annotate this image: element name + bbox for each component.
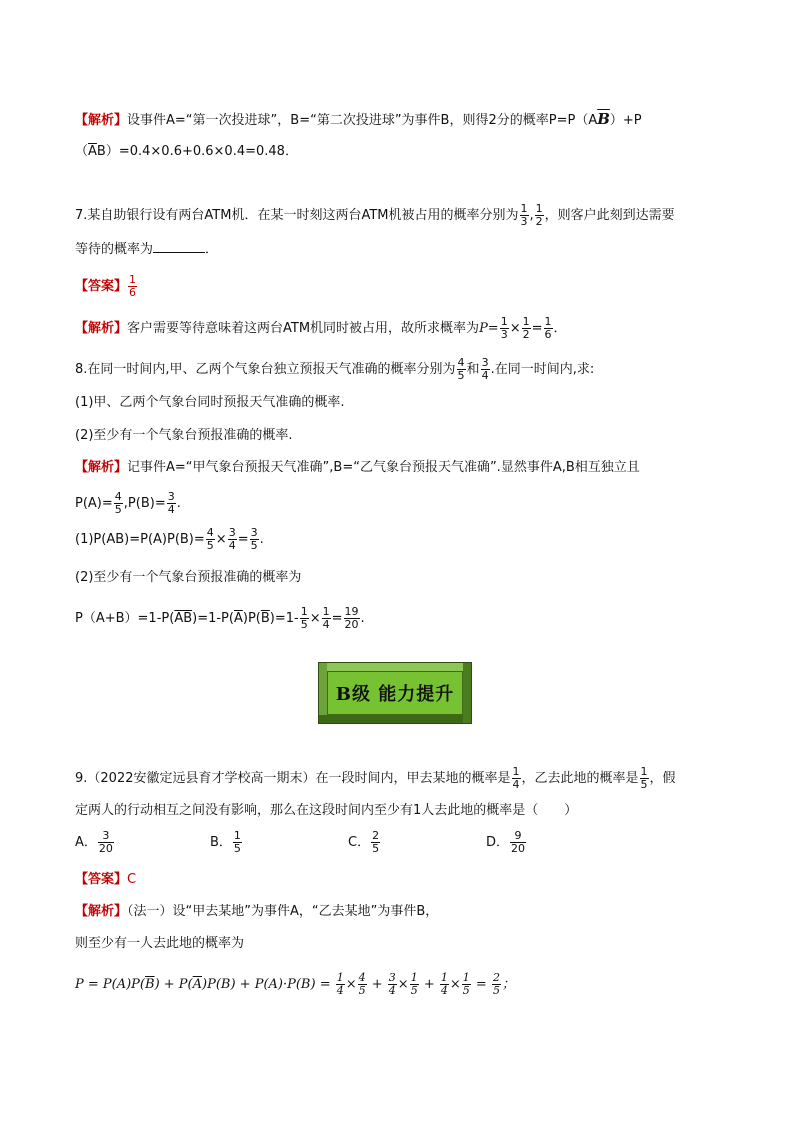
q8-analysis-text: 记事件A=“甲气象台预报天气准确”,B=“乙气象台预报天气准确”.显然事件A,B相互独立且 xyxy=(127,460,640,475)
q8-b-complement: $\overline{B}$ xyxy=(260,611,270,626)
option-den: 5 xyxy=(233,842,241,855)
q8-part2: (2)至少有一个气象台预报准确的概率. xyxy=(75,428,293,443)
q8-s3d: )=1- xyxy=(269,611,299,626)
q9-option-b[interactable] xyxy=(210,830,243,855)
option-frac xyxy=(233,830,242,855)
option-letter: C． xyxy=(348,835,371,850)
q8-f2-num: 3 xyxy=(481,356,489,369)
q8-s1-frac-3 xyxy=(250,527,259,552)
q9-option-c[interactable] xyxy=(348,830,381,855)
q9-plus1: + xyxy=(367,977,387,992)
q8-s3-frac-2 xyxy=(322,606,331,631)
q8-ab-complement: $\overline{AB}$ xyxy=(174,611,193,626)
q8-stem-line xyxy=(75,357,594,382)
q7-a-frac-1 xyxy=(500,316,509,341)
q9-option-d[interactable] xyxy=(486,830,527,855)
q7-stem-line1 xyxy=(75,203,675,228)
q7-f1-den: 3 xyxy=(520,215,528,228)
q9-stem-line2: 定两人的行动相互之间没有影响，那么在这段时间内至少有1人去此地的概率是（ ） xyxy=(75,803,578,818)
q8-pa: P(A)= xyxy=(75,496,113,511)
q8-pb-den: 4 xyxy=(167,503,175,516)
q9-analysis-text: （法一）设“甲去某地”为事件A，“乙去某地”为事件B， xyxy=(127,904,439,919)
q8-s1-times: × xyxy=(215,532,227,547)
q8-s1-frac-1 xyxy=(206,527,215,552)
q7-analysis-line xyxy=(75,316,567,341)
option-letter: B． xyxy=(210,835,232,850)
q6-result: B）=0.4×0.6+0.6×0.4=0.48． xyxy=(96,144,298,159)
q9-t6d: 5 xyxy=(462,984,470,997)
q9-t-frac-4 xyxy=(410,972,419,997)
q8-s1-n3: 3 xyxy=(250,526,258,539)
q7-ans-den: 6 xyxy=(129,286,137,299)
q7-a1-den: 3 xyxy=(500,328,508,341)
q8-s1-text: (1)P(AB)=P(A)P(B)= xyxy=(75,532,205,547)
answer-label: 【答案】 xyxy=(75,279,128,294)
q7-answer-line xyxy=(75,274,138,299)
q9-f2-den: 5 xyxy=(640,778,648,791)
q7-a2-num: 1 xyxy=(522,315,530,328)
q8-s3-eq: = xyxy=(331,611,343,626)
q6-a-complement: $\overline{A}$ xyxy=(88,144,97,159)
q9-t6n: 1 xyxy=(462,971,470,984)
q9-fa: P = P(A)P( xyxy=(75,977,146,992)
q9-frac-2 xyxy=(640,766,649,791)
q9-x2: × xyxy=(397,977,409,992)
q8-s3-end: . xyxy=(360,611,365,626)
q6-analysis-tail: ）+P xyxy=(609,113,642,128)
q9-t3n: 3 xyxy=(388,971,396,984)
q9-end: ； xyxy=(501,977,515,992)
q8-s1-n1: 4 xyxy=(206,526,214,539)
q7-stem-end: ． xyxy=(205,242,219,257)
q9-t2n: 4 xyxy=(358,971,366,984)
q9-t-frac-2 xyxy=(358,972,367,997)
q8-analysis-line1 xyxy=(75,459,640,477)
q8-stem-a: 8.在同一时间内,甲、乙两个气象台独立预报天气准确的概率分别为 xyxy=(75,362,456,377)
q8-s3-times: × xyxy=(309,611,321,626)
q9-t5n: 1 xyxy=(440,971,448,984)
q9-t-frac-3 xyxy=(388,972,397,997)
q9-t2d: 5 xyxy=(358,984,366,997)
q8-s3-n2: 1 xyxy=(322,605,330,618)
q7-ans-num: 1 xyxy=(129,273,137,286)
q9-plus2: + xyxy=(419,977,439,992)
q7-answer-frac xyxy=(128,274,137,299)
q8-frac-2 xyxy=(481,357,490,382)
q8-frac-1 xyxy=(457,357,466,382)
q7-a-frac-2 xyxy=(522,316,531,341)
q9-t4n: 1 xyxy=(410,971,418,984)
q8-s1-eq: = xyxy=(237,532,249,547)
q9-fc: )P(B) + P(A)·P(B) = xyxy=(202,977,335,992)
q9-b-complement: $\overline{B}$ xyxy=(145,977,155,992)
q8-s1-n2: 3 xyxy=(228,526,236,539)
q8-s3-d2: 4 xyxy=(322,618,330,631)
option-den: 20 xyxy=(98,842,113,855)
answer-label: 【答案】 xyxy=(75,872,128,887)
q6-analysis-line1 xyxy=(75,110,642,130)
q9-a-complement: $\overline{A}$ xyxy=(192,977,203,992)
q7-times: × xyxy=(509,321,521,336)
q7-f1-num: 1 xyxy=(520,202,528,215)
q9-t1d: 4 xyxy=(336,984,344,997)
q9-t-frac-7 xyxy=(492,972,501,997)
q8-pb-frac xyxy=(167,491,176,516)
option-num: 2 xyxy=(372,829,380,842)
q8-s3-n3: 19 xyxy=(344,605,359,618)
q7-comma: , xyxy=(529,208,534,223)
q7-eq: = xyxy=(531,321,543,336)
q8-s3-d1: 5 xyxy=(300,618,308,631)
q9-t5d: 4 xyxy=(440,984,448,997)
q7-frac-1 xyxy=(520,203,529,228)
option-den: 20 xyxy=(511,842,526,855)
q9-stem-a: 9.（2022安徽定远县育才学校高一期末）在一段时间内，甲去某地的概率是 xyxy=(75,771,511,786)
q8-s1-frac-2 xyxy=(228,527,237,552)
q8-s3-frac-3 xyxy=(344,606,360,631)
q8-pb: ,P(B)= xyxy=(123,496,166,511)
q9-formula xyxy=(75,972,515,997)
q9-eq: = xyxy=(471,977,491,992)
q9-t-frac-5 xyxy=(440,972,449,997)
option-num: 9 xyxy=(510,830,526,843)
q8-pb-num: 3 xyxy=(167,490,175,503)
q8-s1-d3: 5 xyxy=(250,539,258,552)
q7-answer-blank xyxy=(153,240,205,253)
q8-pa-frac xyxy=(114,491,123,516)
q8-pa-den: 5 xyxy=(114,503,122,516)
q6-paren: （ xyxy=(75,144,89,159)
q9-answer-line xyxy=(75,871,136,889)
q9-analysis-line2: 则至少有一人去此地的概率为 xyxy=(75,936,245,951)
option-num: 1 xyxy=(233,829,241,842)
q8-s3-d3: 20 xyxy=(344,618,359,631)
q8-f1-num: 4 xyxy=(457,356,465,369)
q8-step2: (2)至少有一个气象台预报准确的概率为 xyxy=(75,570,302,585)
q9-x3: × xyxy=(449,977,461,992)
q9-stem-line1 xyxy=(75,766,676,791)
q9-t3d: 4 xyxy=(388,984,396,997)
q7-stem-c: 等待的概率为 xyxy=(75,242,154,257)
q9-t-frac-6 xyxy=(462,972,471,997)
option-den: 5 xyxy=(372,842,380,855)
q8-s3c: )P( xyxy=(242,611,261,626)
q7-a3-den: 6 xyxy=(544,328,552,341)
q7-f2-den: 2 xyxy=(535,215,543,228)
q9-t7d: 5 xyxy=(492,984,500,997)
q6-b-complement: $\overline{B}$ xyxy=(597,110,610,128)
q8-analysis-line2 xyxy=(75,491,181,516)
q9-f2-num: 1 xyxy=(640,765,648,778)
q8-stem-b: .在同一时间内,求: xyxy=(490,362,595,377)
q7-a2-den: 2 xyxy=(522,328,530,341)
option-letter: A． xyxy=(75,835,97,850)
banner-title: B级 能力提升 xyxy=(335,684,455,705)
q7-a3-num: 1 xyxy=(544,315,552,328)
q8-s3a: P（A+B）=1-P( xyxy=(75,611,175,626)
q9-x1: × xyxy=(345,977,357,992)
option-frac xyxy=(371,830,380,855)
q9-analysis-line1 xyxy=(75,903,438,921)
q9-option-a[interactable] xyxy=(75,830,115,855)
q8-and: 和 xyxy=(466,362,480,377)
q8-f2-den: 4 xyxy=(481,369,489,382)
analysis-label: 【解析】 xyxy=(75,904,128,919)
analysis-label: 【解析】 xyxy=(75,321,128,336)
q8-step3 xyxy=(75,606,365,631)
q9-t7n: 2 xyxy=(492,971,500,984)
q6-analysis-line2 xyxy=(75,143,298,161)
q8-f1-den: 5 xyxy=(457,369,465,382)
q8-s3b: )=1-P( xyxy=(192,611,234,626)
q9-answer: C xyxy=(127,872,137,887)
q6-analysis-text: 设事件A=“第一次投进球”，B=“第二次投进球”为事件B，则得2分的概率P=P（A xyxy=(127,113,598,128)
q9-t1n: 1 xyxy=(336,971,344,984)
banner-bevel-left xyxy=(319,663,327,723)
option-num: 3 xyxy=(98,830,114,843)
q7-end: ． xyxy=(553,321,567,336)
q8-pa-num: 4 xyxy=(114,490,122,503)
option-letter: D． xyxy=(486,835,510,850)
option-frac xyxy=(98,830,114,855)
q7-f2-num: 1 xyxy=(535,202,543,215)
q8-s3-n1: 1 xyxy=(300,605,308,618)
q7-frac-2 xyxy=(535,203,544,228)
q7-stem-a: 7.某自助银行设有两台ATM机．在某一时刻这两台ATM机被占用的概率分别为 xyxy=(75,208,519,223)
banner-face xyxy=(327,671,463,715)
q9-t4d: 5 xyxy=(410,984,418,997)
q8-s1-dot: . xyxy=(259,532,264,547)
q9-stem-c: ，假 xyxy=(649,771,676,786)
q9-stem-b: ，乙去此地的概率是 xyxy=(521,771,639,786)
q8-part1: (1)甲、乙两个气象台同时预报天气准确的概率. xyxy=(75,395,345,410)
banner-bevel-bottom xyxy=(319,715,471,723)
q7-a-frac-3 xyxy=(544,316,553,341)
q7-p-eq: P= xyxy=(479,321,499,336)
q8-step1 xyxy=(75,527,264,552)
q7-analysis-text: 客户需要等待意味着这两台ATM机同时被占用，故所求概率为 xyxy=(127,321,480,336)
q7-a1-num: 1 xyxy=(500,315,508,328)
q8-s1-d1: 5 xyxy=(206,539,214,552)
q9-t-frac-1 xyxy=(336,972,345,997)
q8-s3-frac-1 xyxy=(300,606,309,631)
q9-fb: ) + P( xyxy=(154,977,193,992)
analysis-label: 【解析】 xyxy=(75,460,128,475)
q9-f1-den: 4 xyxy=(512,778,520,791)
banner-bevel-right xyxy=(463,663,471,723)
option-frac xyxy=(510,830,526,855)
q9-frac-1 xyxy=(512,766,521,791)
analysis-label: 【解析】 xyxy=(75,113,128,128)
q8-dot: . xyxy=(176,496,181,511)
q8-a-complement: $\overline{A}$ xyxy=(233,611,243,626)
q8-s1-d2: 4 xyxy=(228,539,236,552)
section-banner xyxy=(318,662,472,724)
q9-f1-num: 1 xyxy=(512,765,520,778)
q7-stem-b: ，则客户此刻到达需要 xyxy=(544,208,675,223)
banner-bevel-top xyxy=(319,663,471,671)
q7-stem-line2 xyxy=(75,240,218,259)
